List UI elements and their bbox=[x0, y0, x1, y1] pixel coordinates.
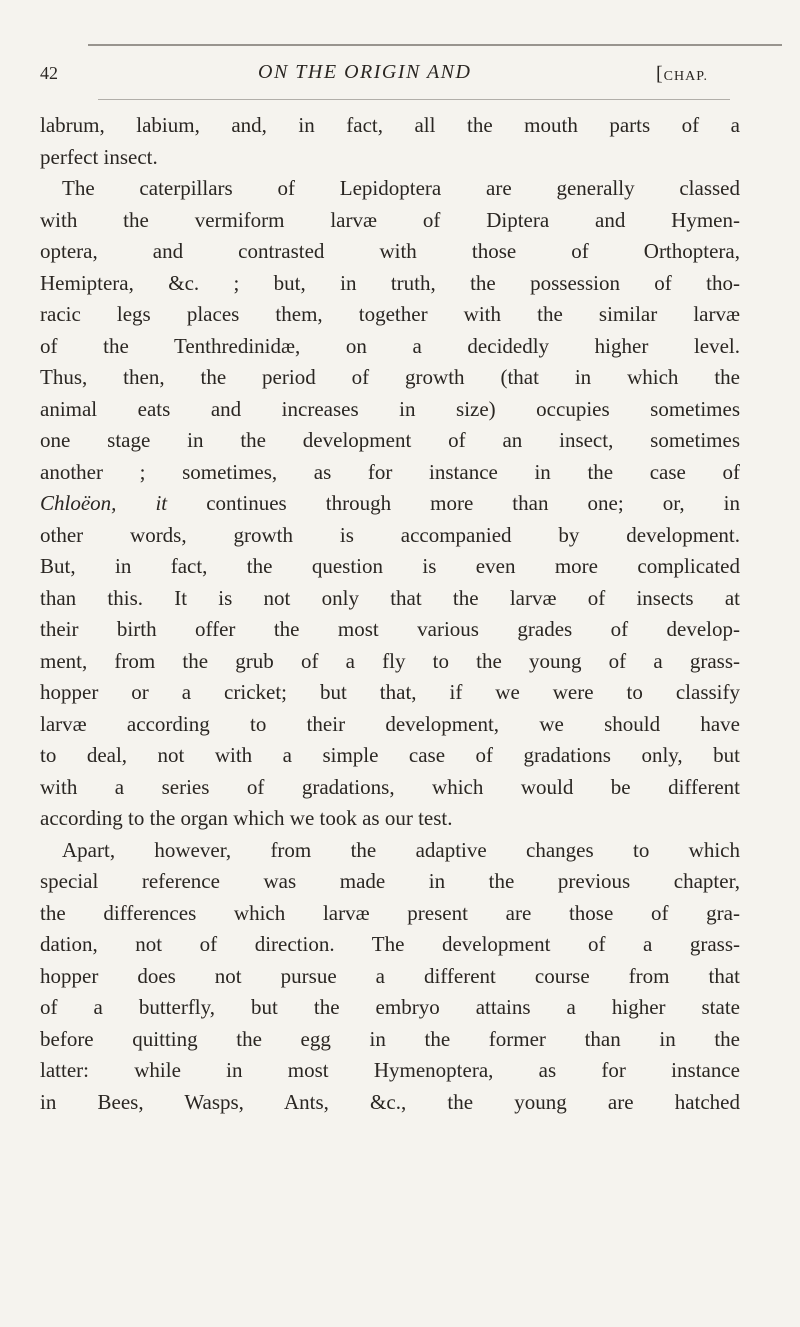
running-head bbox=[40, 60, 740, 92]
text-line: labrum, labium, and, in fact, all the mouth parts of a bbox=[40, 113, 740, 137]
text-line-with-italic bbox=[40, 488, 740, 520]
page-number: 42 bbox=[40, 63, 58, 83]
text-line: latter: while in most Hymenoptera, as for instance bbox=[40, 1058, 740, 1082]
text-line: hopper does not pursue a different course from that bbox=[40, 963, 740, 988]
chapter-mark-text: CHAP. bbox=[663, 69, 708, 84]
text-line-rest: continues through more than one; or, in bbox=[206, 491, 741, 515]
text-line: another ; sometimes, as for instance in the case of bbox=[40, 459, 740, 484]
text-line: before quitting the egg in the former than in the bbox=[40, 1026, 740, 1051]
text-line: optera, and contrasted with those of Orthoptera, bbox=[40, 239, 740, 263]
text-line: of the Tenthredinidæ, on a decidedly higher level. bbox=[40, 333, 740, 358]
text-line: with a series of gradations, which would be different bbox=[40, 774, 740, 799]
text-line: dation, not of direction. The development of a grass- bbox=[40, 932, 740, 956]
text-line: perfect insect. bbox=[40, 144, 158, 169]
text-line: according to the organ which we took as our test. bbox=[40, 806, 453, 830]
top-rule bbox=[88, 44, 782, 46]
text-line: of a butterfly, but the embryo attains a higher state bbox=[40, 995, 740, 1019]
text-line: Apart, however, from the adaptive changes to which bbox=[62, 837, 740, 862]
italic-genus-name: Chloëon, it bbox=[40, 491, 168, 515]
running-title: ON THE ORIGIN AND bbox=[258, 61, 472, 83]
header-rule bbox=[98, 99, 730, 100]
text-line: one stage in the development of an insect, sometimes bbox=[40, 428, 740, 452]
text-line: to deal, not with a simple case of gradations only, but bbox=[40, 743, 740, 767]
text-line: in Bees, Wasps, Ants, &c., the young are hatched bbox=[40, 1089, 740, 1114]
text-line: Hemiptera, &c. ; but, in truth, the possession of tho- bbox=[40, 270, 740, 295]
chapter-mark-bracket: [ bbox=[656, 63, 664, 85]
text-line: than this. It is not only that the larvæ of insects at bbox=[40, 585, 740, 610]
text-line: their birth offer the most various grades of develop- bbox=[40, 617, 740, 641]
chapter-mark bbox=[656, 63, 708, 86]
text-line: special reference was made in the previous chapter, bbox=[40, 869, 740, 893]
text-line: The caterpillars of Lepidoptera are generally classed bbox=[62, 176, 740, 200]
text-line: larvæ according to their development, we should have bbox=[40, 711, 740, 736]
text-line: ment, from the grub of a fly to the young of a grass- bbox=[40, 648, 740, 673]
text-line: other words, growth is accompanied by development. bbox=[40, 522, 740, 547]
text-line: with the vermiform larvæ of Diptera and Hymen- bbox=[40, 207, 740, 232]
text-line: Thus, then, the period of growth (that in which the bbox=[40, 365, 740, 389]
text-line: hopper or a cricket; but that, if we were to classify bbox=[40, 680, 740, 704]
text-line: animal eats and increases in size) occupies sometimes bbox=[40, 396, 740, 421]
text-line: But, in fact, the question is even more complicated bbox=[40, 554, 740, 578]
text-line: the differences which larvæ present are those of gra- bbox=[40, 900, 740, 925]
text-line: racic legs places them, together with the similar larvæ bbox=[40, 302, 740, 326]
body-text bbox=[40, 110, 740, 1118]
